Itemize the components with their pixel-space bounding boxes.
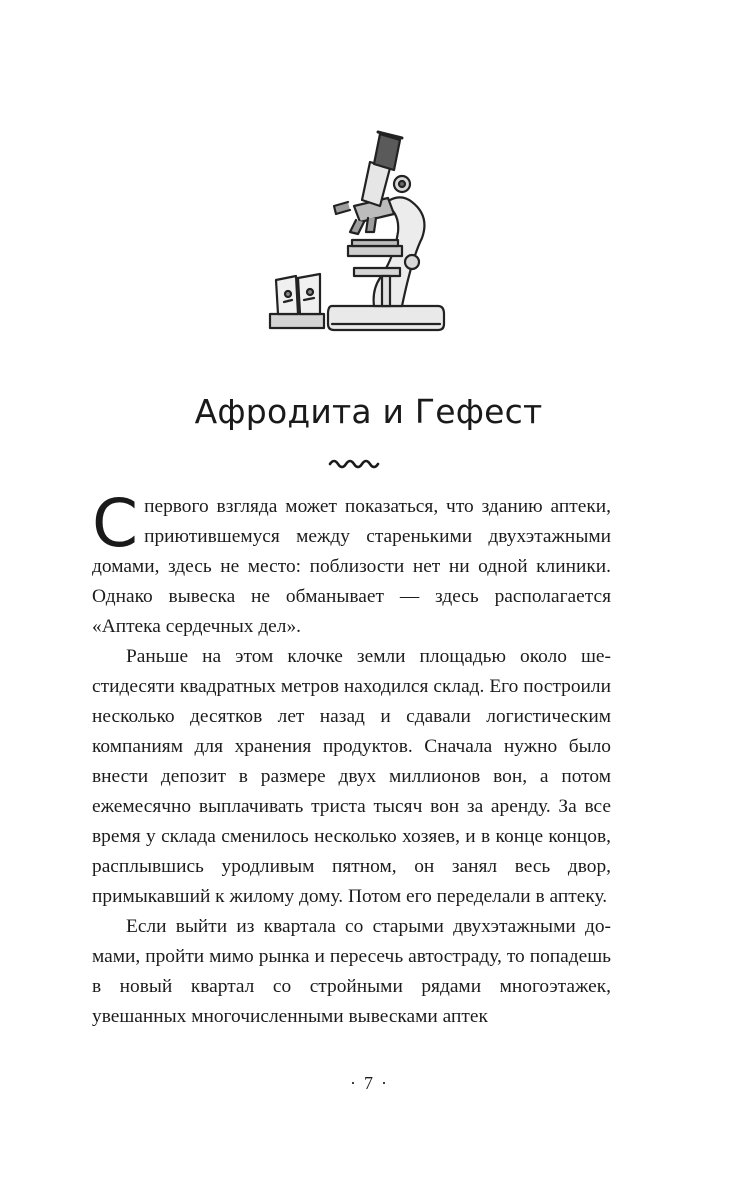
microscope-icon [262,128,452,338]
paragraph-3: Если выйти из квартала со старыми двухэтажными домами, пройти мимо рынка и пересечь автостраду, то попадешь в новый квартал со стройными рядами многоэтажек, увешанных многочисленными вывесками аптек [92,916,611,1027]
page-dot-right: · [381,1073,387,1093]
paragraph-1-text: первого взгляда может показаться, что зданию аптеки, приютившемуся между старенькими двухэтажными домами, здесь не место: поблизости нет ни одной клиники. Однако вывеска не обманывает — здесь располагается «Аптека сердечных дел». [92,496,611,637]
page-number [0,1073,737,1094]
chapter-title: Афродита и Гефест [194,392,543,431]
paragraph-1 [92,485,611,642]
drop-cap: С [92,485,139,562]
wave-ornament-icon [328,455,380,469]
chapter-body [92,485,611,1032]
page-dot-left: · [350,1073,356,1093]
paragraph-2: Раньше на этом клочке земли площадью около шестидесяти квадратных метров находился склад. Его построили несколько десятков лет назад и сдавали логистическим компаниям для хранения продуктов. Сначала нужно было внести депозит в размере двух миллионов вон, а потом ежемесячно выплачивать триста тысяч вон за аренду. За все время у склада сменилось несколько хозяев, и в конце концов, расплывшись уродливым пятном, он занял весь двор, примыкавший к жилому дому. Потом его переделали в аптеку. [92,646,611,907]
page-number-value: 7 [364,1073,373,1093]
